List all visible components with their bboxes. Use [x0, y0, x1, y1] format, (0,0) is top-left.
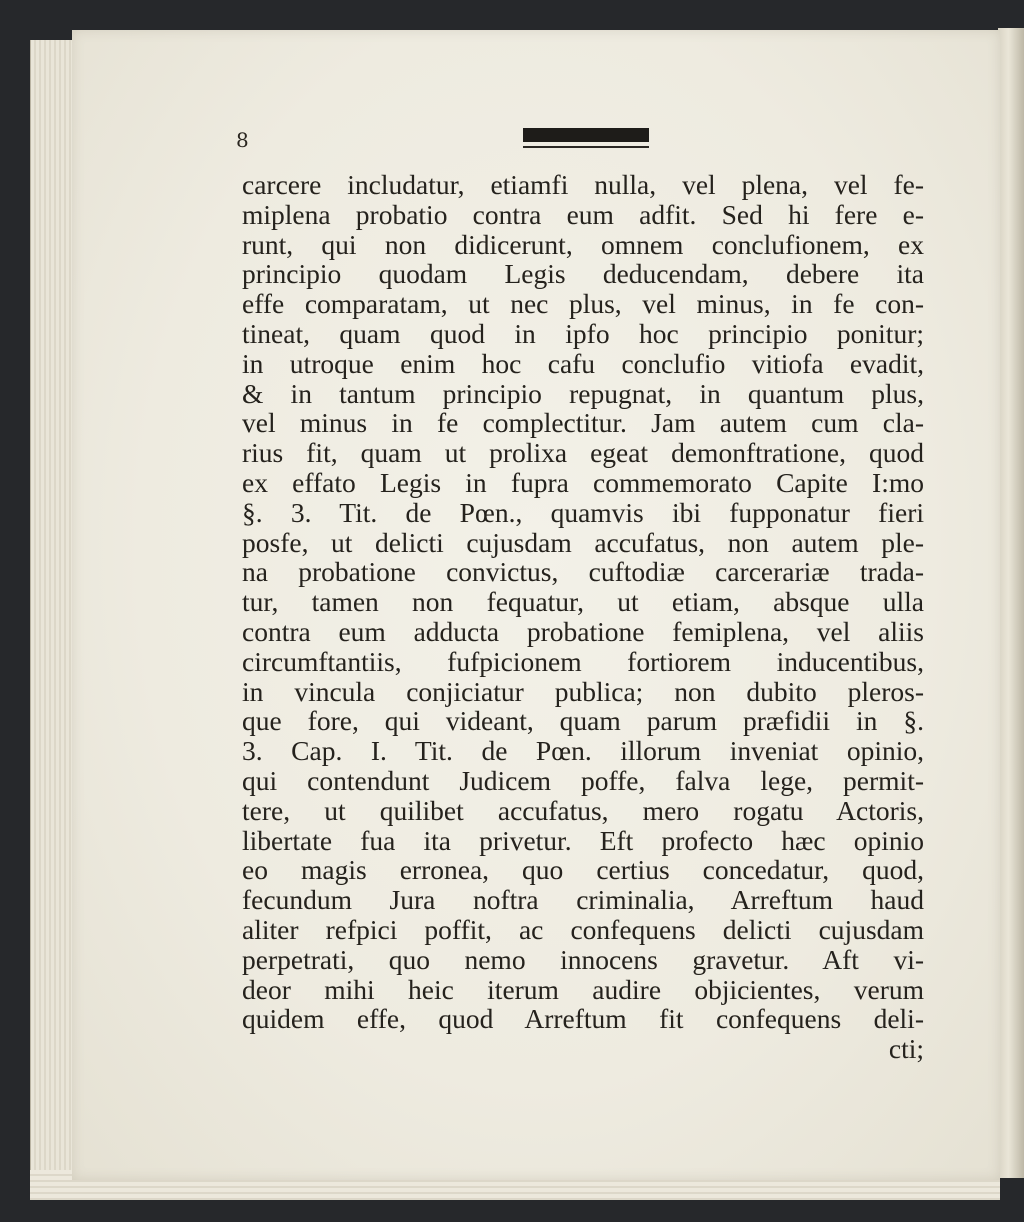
binding-edge: [998, 28, 1024, 1178]
text-line: fecundum Jura noftra criminalia, Arreftum haud: [242, 884, 924, 916]
text-line: qui contendunt Judicem poffe, falva lege, permit-: [242, 764, 924, 796]
text-line: principio quodam Legis deducendam, debere ita: [242, 258, 924, 290]
text-line: posfe, ut delicti cujusdam accufatus, non autem ple-: [242, 526, 924, 558]
text-line: deor mihi heic iterum audire objicientes, verum: [242, 973, 924, 1005]
text-line: tere, ut quilibet accufatus, mero rogatu Actoris,: [242, 794, 924, 826]
text-line: runt, qui non didicerunt, omnem conclufionem, ex: [242, 228, 924, 260]
text-line: effe comparatam, ut nec plus, vel minus, in fe con-: [242, 288, 924, 320]
text-line: in vincula conjiciatur publica; non dubito pleros-: [242, 675, 924, 707]
text-line: & in tantum principio repugnat, in quantum plus,: [242, 377, 924, 409]
header-ornament-rule: [523, 128, 649, 142]
text-line: eo magis erronea, quo certius concedatur, quod,: [242, 854, 924, 886]
text-line: contra eum adducta probatione femiplena, vel aliis: [242, 615, 924, 647]
text-line: in utroque enim hoc cafu conclufio vitiofa evadit,: [242, 347, 924, 379]
text-line: libertate fua ita privetur. Eft profecto hæc opinio: [242, 824, 924, 856]
text-line: miplena probatio contra eum adfit. Sed hi fere e-: [242, 198, 924, 230]
text-line: quidem effe, quod Arreftum fit confequens deli-: [242, 1003, 924, 1035]
header-ornament-rule-thin: [523, 146, 649, 148]
text-line: perpetrati, quo nemo innocens gravetur. Aft vi-: [242, 943, 924, 975]
text-line: na probatione convictus, cuftodiæ carcerariæ trada-: [242, 556, 924, 588]
text-line: carcere includatur, etiamfi nulla, vel plena, vel fe-: [242, 169, 924, 200]
text-line: §. 3. Tit. de Pœn., quamvis ibi fupponatur fieri: [242, 496, 924, 528]
text-line: aliter refpici poffit, ac confequens delicti cujusdam: [242, 913, 924, 945]
body-text: [242, 170, 924, 1064]
text-line: ex effato Legis in fupra commemorato Capite I:mo: [242, 466, 924, 498]
page-number: 8: [236, 128, 249, 152]
text-line: tur, tamen non fequatur, ut etiam, absque ulla: [242, 586, 924, 618]
text-line: vel minus in fe complectitur. Jam autem cum cla-: [242, 407, 924, 439]
text-line: que fore, qui videant, quam parum præfidii in §.: [242, 705, 924, 737]
text-line: rius fit, quam ut prolixa egeat demonftratione, quod: [242, 437, 924, 469]
text-line-catchword: cti;: [888, 1033, 924, 1065]
text-line: 3. Cap. I. Tit. de Pœn. illorum inveniat opinio,: [242, 735, 924, 767]
text-line: tineat, quam quod in ipfo hoc principio ponitur;: [242, 317, 924, 349]
text-line: circumftantiis, fufpicionem fortiorem inducentibus,: [242, 645, 924, 677]
